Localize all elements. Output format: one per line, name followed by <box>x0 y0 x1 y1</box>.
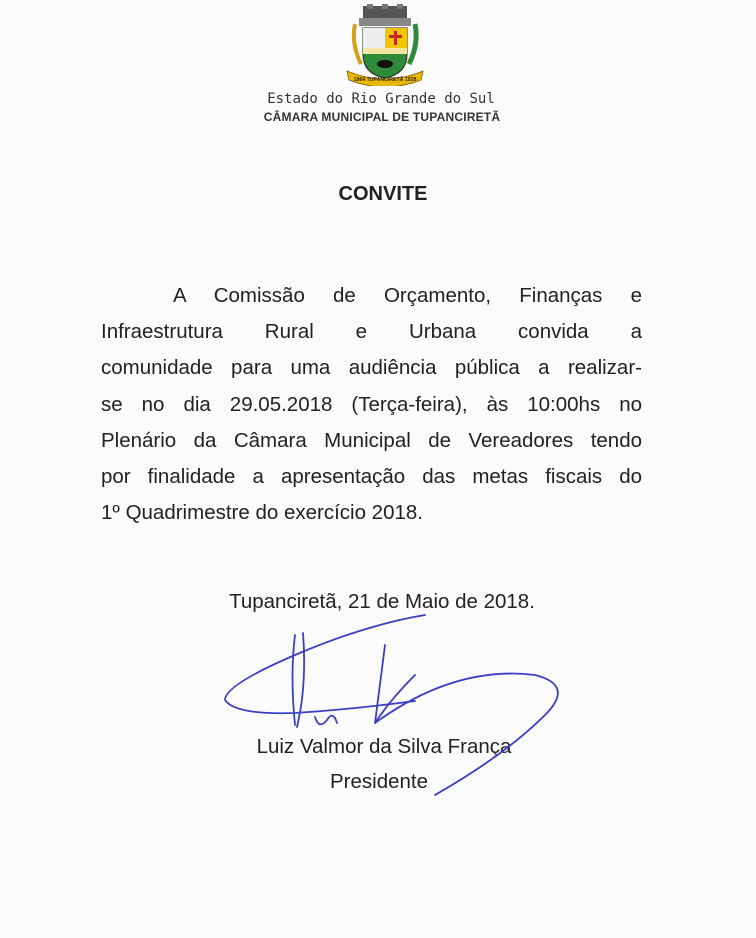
signatory-role: Presidente <box>329 770 428 793</box>
place-date: Tupanciretã, 21 de Maio de 2018. <box>229 590 535 613</box>
state-name: Estado do Rio Grande do Sul <box>267 91 495 107</box>
body-line: A Comissão de Orçamento, Finanças e <box>173 284 642 307</box>
municipal-coat-of-arms-logo <box>345 4 425 86</box>
document-title: CONVITE <box>338 183 428 205</box>
crest-ribbon-text: 1864 TUPANCIRETÃ 1928 <box>353 77 417 83</box>
body-line: Plenário da Câmara Municipal de Vereadores tendo <box>101 428 642 452</box>
body-line: se no dia 29.05.2018 (Terça-feira), às 10:00hs no <box>101 392 642 416</box>
chamber-name: CÂMARA MUNICIPAL DE TUPANCIRETÃ <box>263 110 501 124</box>
body-line: 1º Quadrimestre do exercício 2018. <box>101 501 423 525</box>
body-line: comunidade para uma audiência pública a realizar- <box>101 356 642 380</box>
body-line: Infraestrutura Rural e Urbana convida a <box>101 320 642 344</box>
body-line: por finalidade a apresentação das metas fiscais do <box>101 465 642 489</box>
signatory-name: Luiz Valmor da Silva França <box>256 735 512 758</box>
invitation-body <box>101 278 642 531</box>
